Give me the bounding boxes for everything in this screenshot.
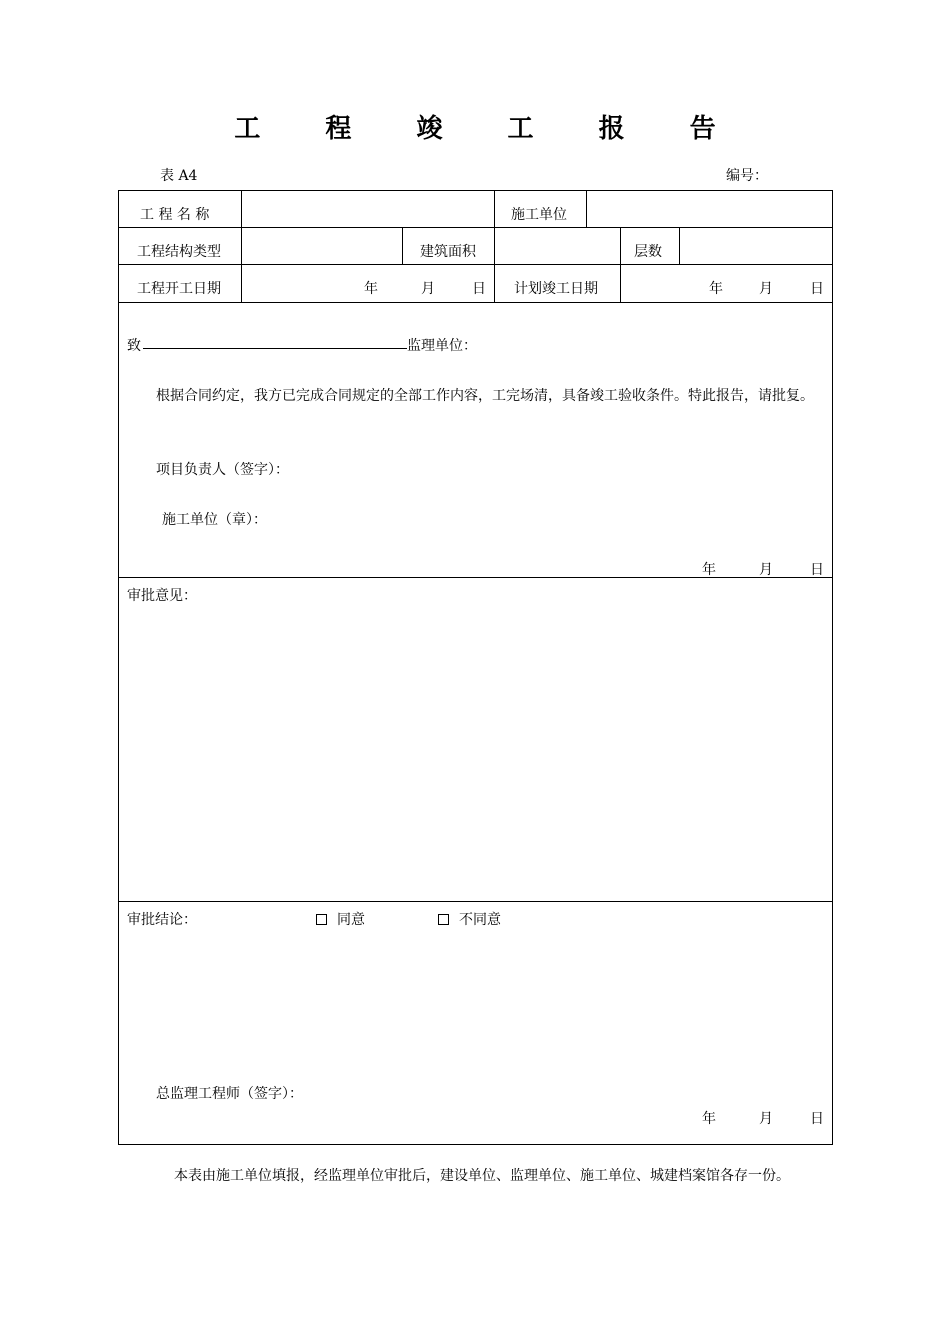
contractor-label: 施工单位 (511, 207, 567, 223)
agree-checkbox[interactable] (316, 914, 327, 925)
start-year-label: 年 (364, 281, 378, 297)
col-divider (494, 190, 495, 302)
project-name-field[interactable] (243, 192, 493, 226)
planned-month-label: 月 (759, 281, 773, 297)
col-divider (402, 227, 403, 264)
structure-type-field[interactable] (243, 229, 401, 263)
structure-type-label: 工程结构类型 (137, 244, 221, 260)
row-divider (118, 302, 833, 303)
start-day-label: 日 (472, 281, 486, 297)
conclusion-day-label: 日 (810, 1111, 824, 1127)
col-divider (679, 227, 680, 264)
supervisor-name-underline[interactable] (143, 348, 407, 349)
planned-completion-label: 计划竣工日期 (514, 281, 598, 297)
opinion-label: 审批意见： (127, 588, 197, 604)
contractor-field[interactable] (588, 192, 831, 226)
table-border-bottom (118, 1144, 833, 1145)
disagree-checkbox[interactable] (438, 914, 449, 925)
col-divider (586, 190, 587, 227)
table-border-left (118, 190, 119, 1145)
start-month-label: 月 (421, 281, 435, 297)
supervisor-suffix-label: 监理单位： (407, 338, 477, 354)
table-border-top (118, 190, 833, 191)
agree-label: 同意 (337, 912, 365, 928)
floors-field[interactable] (681, 229, 831, 263)
conclusion-year-label: 年 (702, 1111, 716, 1127)
chief-engineer-sign-label: 总监理工程师（签字）： (156, 1086, 303, 1102)
report-body-text: 根据合同约定，我方已完成合同规定的全部工作内容，工完场清，具备竣工验收条件。特此报告，请批复。 (156, 388, 814, 404)
project-manager-sign-label: 项目负责人（签字）： (156, 462, 289, 478)
report-year-label: 年 (702, 562, 716, 578)
building-area-field[interactable] (496, 229, 619, 263)
project-name-label: 工 程 名 称 (140, 207, 210, 223)
planned-year-label: 年 (709, 281, 723, 297)
to-label: 致 (127, 338, 141, 354)
disagree-option[interactable] (438, 909, 501, 929)
planned-day-label: 日 (810, 281, 824, 297)
contractor-seal-label: 施工单位（章）： (162, 512, 267, 528)
col-divider (620, 227, 621, 302)
page-title: 工 程 竣 工 报 告 (234, 114, 744, 144)
conclusion-label: 审批结论： (127, 912, 197, 928)
agree-option[interactable] (316, 909, 365, 929)
number-label: 编号： (726, 168, 768, 184)
col-divider (241, 190, 242, 302)
floors-label: 层数 (634, 244, 662, 260)
row-divider (118, 901, 833, 902)
form-code: 表 A4 (160, 168, 198, 184)
table-border-right (832, 190, 833, 1145)
report-day-label: 日 (810, 562, 824, 578)
opinion-field[interactable] (122, 608, 828, 896)
row-divider (118, 227, 833, 228)
building-area-label: 建筑面积 (420, 244, 476, 260)
report-month-label: 月 (759, 562, 773, 578)
start-date-label: 工程开工日期 (137, 281, 221, 297)
row-divider (118, 577, 833, 578)
conclusion-month-label: 月 (759, 1111, 773, 1127)
row-divider (118, 264, 833, 265)
footer-note: 本表由施工单位填报，经监理单位审批后，建设单位、监理单位、施工单位、城建档案馆各存一份。 (174, 1168, 790, 1184)
disagree-label: 不同意 (459, 912, 501, 928)
